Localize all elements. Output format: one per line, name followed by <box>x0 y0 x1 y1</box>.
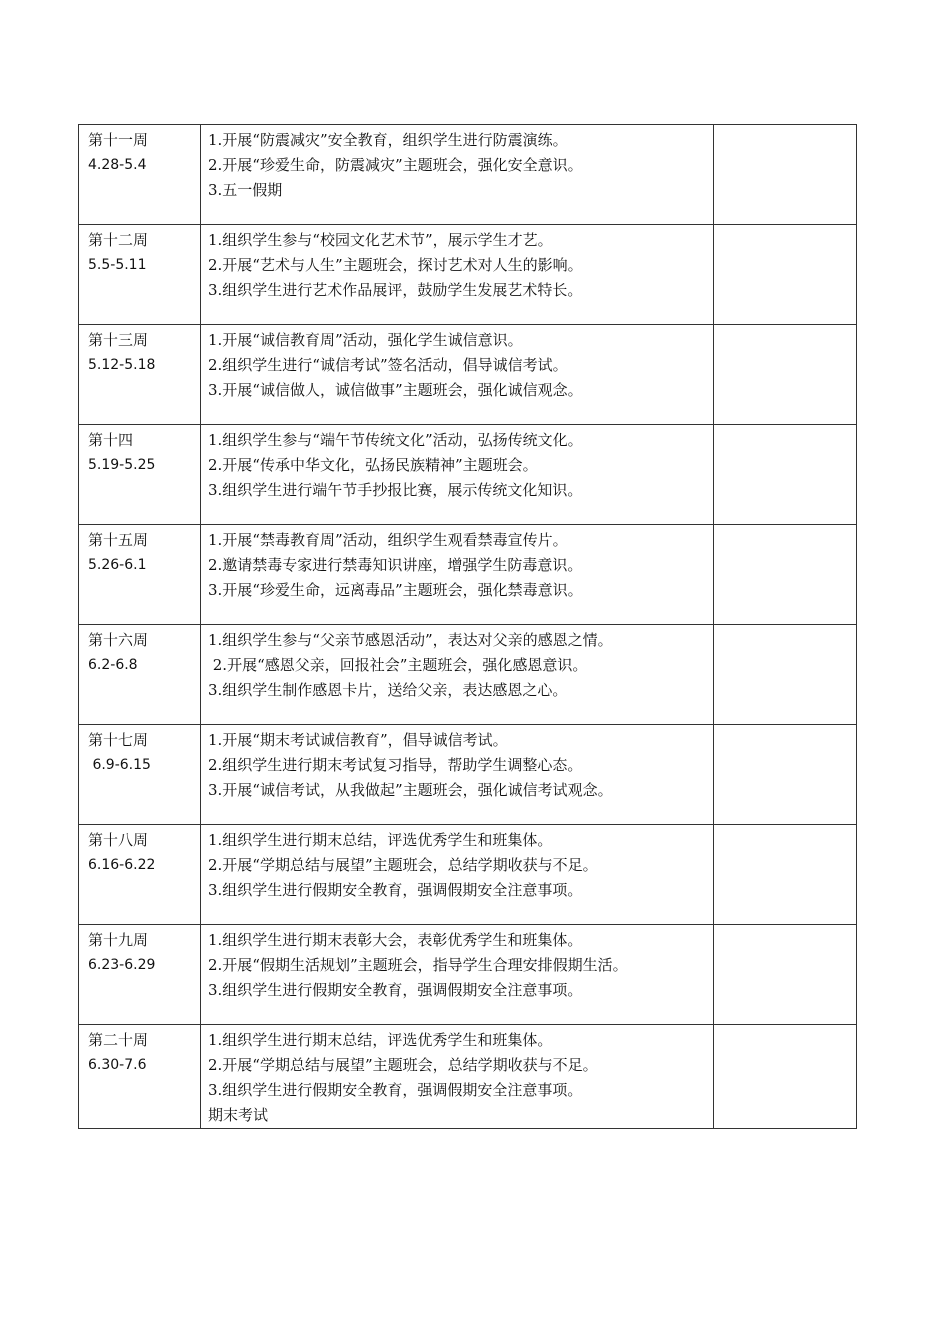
table-row <box>79 325 857 425</box>
notes-cell <box>714 425 857 525</box>
notes-cell <box>714 625 857 725</box>
week-cell <box>79 325 201 425</box>
week-name: 第十三周 <box>88 331 149 349</box>
week-name: 第十二周 <box>88 231 149 249</box>
week-cell <box>79 1025 201 1129</box>
week-dates: 6.16-6.22 <box>88 857 156 873</box>
week-dates: 5.26-6.1 <box>88 557 147 573</box>
activity-item: 期末考试 <box>208 1106 269 1124</box>
activity-item: 2.邀请禁毒专家进行禁毒知识讲座，增强学生防毒意识。 <box>208 556 583 574</box>
week-name: 第十八周 <box>88 831 149 849</box>
activity-item: 3.五一假期 <box>208 181 283 199</box>
activity-item: 1.组织学生进行期末表彰大会，表彰优秀学生和班集体。 <box>208 931 583 949</box>
table-row <box>79 1025 857 1129</box>
activity-item: 1.组织学生进行期末总结，评选优秀学生和班集体。 <box>208 1031 553 1049</box>
activity-item: 2.组织学生进行期末考试复习指导，帮助学生调整心态。 <box>208 756 583 774</box>
week-dates: 6.30-7.6 <box>88 1057 147 1073</box>
activity-item: 2.开展“假期生活规划”主题班会，指导学生合理安排假期生活。 <box>208 956 628 974</box>
week-cell <box>79 925 201 1025</box>
activity-item: 1.组织学生参与“校园文化艺术节”，展示学生才艺。 <box>208 231 553 249</box>
week-name: 第十九周 <box>88 931 149 949</box>
week-cell <box>79 125 201 225</box>
table-row <box>79 725 857 825</box>
week-name: 第十四 <box>88 431 134 449</box>
activity-item: 3.组织学生进行假期安全教育，强调假期安全注意事项。 <box>208 881 583 899</box>
activity-item: 2.开展“学期总结与展望”主题班会，总结学期收获与不足。 <box>208 856 598 874</box>
schedule-table <box>78 124 857 1129</box>
week-cell <box>79 525 201 625</box>
activity-item: 3.组织学生制作感恩卡片，送给父亲，表达感恩之心。 <box>208 681 568 699</box>
notes-cell <box>714 725 857 825</box>
activities-cell <box>201 225 714 325</box>
activity-item: 3.组织学生进行假期安全教育，强调假期安全注意事项。 <box>208 981 583 999</box>
activity-item: 3.开展“诚信做人，诚信做事”主题班会，强化诚信观念。 <box>208 381 583 399</box>
activity-item: 2.组织学生进行“诚信考试”签名活动，倡导诚信考试。 <box>208 356 568 374</box>
table-row <box>79 825 857 925</box>
week-dates: 6.9-6.15 <box>88 757 151 773</box>
activities-cell <box>201 125 714 225</box>
activity-item: 1.开展“防震减灾”安全教育，组织学生进行防震演练。 <box>208 131 568 149</box>
week-cell <box>79 425 201 525</box>
week-dates: 5.5-5.11 <box>88 257 147 273</box>
notes-cell <box>714 825 857 925</box>
activity-item: 3.组织学生进行端午节手抄报比赛，展示传统文化知识。 <box>208 481 583 499</box>
activity-item: 2.开展“艺术与人生”主题班会，探讨艺术对人生的影响。 <box>208 256 583 274</box>
week-name: 第十六周 <box>88 631 149 649</box>
table-row <box>79 425 857 525</box>
activity-item: 2.开展“传承中华文化，弘扬民族精神”主题班会。 <box>208 456 538 474</box>
activity-item: 1.组织学生进行期末总结，评选优秀学生和班集体。 <box>208 831 553 849</box>
notes-cell <box>714 1025 857 1129</box>
week-dates: 5.19-5.25 <box>88 457 156 473</box>
week-dates: 5.12-5.18 <box>88 357 156 373</box>
week-cell <box>79 225 201 325</box>
activities-cell <box>201 725 714 825</box>
activity-item: 3.组织学生进行假期安全教育，强调假期安全注意事项。 <box>208 1081 583 1099</box>
week-name: 第十一周 <box>88 131 149 149</box>
activities-cell <box>201 425 714 525</box>
table-row <box>79 225 857 325</box>
activity-item: 1.开展“诚信教育周”活动，强化学生诚信意识。 <box>208 331 523 349</box>
week-dates: 4.28-5.4 <box>88 157 147 173</box>
activity-item: 1.开展“禁毒教育周”活动，组织学生观看禁毒宣传片。 <box>208 531 568 549</box>
activities-cell <box>201 325 714 425</box>
activity-item: 2.开展“感恩父亲，回报社会”主题班会，强化感恩意识。 <box>208 656 588 674</box>
week-cell <box>79 625 201 725</box>
activity-item: 1.开展“期末考试诚信教育”，倡导诚信考试。 <box>208 731 508 749</box>
notes-cell <box>714 925 857 1025</box>
notes-cell <box>714 225 857 325</box>
activities-cell <box>201 925 714 1025</box>
activity-item: 3.开展“珍爱生命，远离毒品”主题班会，强化禁毒意识。 <box>208 581 583 599</box>
table-row <box>79 925 857 1025</box>
week-cell <box>79 725 201 825</box>
week-name: 第十五周 <box>88 531 149 549</box>
activities-cell <box>201 625 714 725</box>
activity-item: 3.开展“诚信考试，从我做起”主题班会，强化诚信考试观念。 <box>208 781 613 799</box>
table-row <box>79 625 857 725</box>
activities-cell <box>201 1025 714 1129</box>
activity-item: 1.组织学生参与“父亲节感恩活动”，表达对父亲的感恩之情。 <box>208 631 613 649</box>
week-name: 第十七周 <box>88 731 149 749</box>
activity-item: 2.开展“学期总结与展望”主题班会，总结学期收获与不足。 <box>208 1056 598 1074</box>
week-dates: 6.23-6.29 <box>88 957 156 973</box>
activities-cell <box>201 525 714 625</box>
notes-cell <box>714 325 857 425</box>
activity-item: 1.组织学生参与“端午节传统文化”活动，弘扬传统文化。 <box>208 431 583 449</box>
activity-item: 2.开展“珍爱生命，防震减灾”主题班会，强化安全意识。 <box>208 156 583 174</box>
table-row <box>79 125 857 225</box>
activity-item: 3.组织学生进行艺术作品展评，鼓励学生发展艺术特长。 <box>208 281 583 299</box>
week-cell <box>79 825 201 925</box>
week-name: 第二十周 <box>88 1031 149 1049</box>
notes-cell <box>714 525 857 625</box>
activities-cell <box>201 825 714 925</box>
notes-cell <box>714 125 857 225</box>
week-dates: 6.2-6.8 <box>88 657 138 673</box>
table-row <box>79 525 857 625</box>
